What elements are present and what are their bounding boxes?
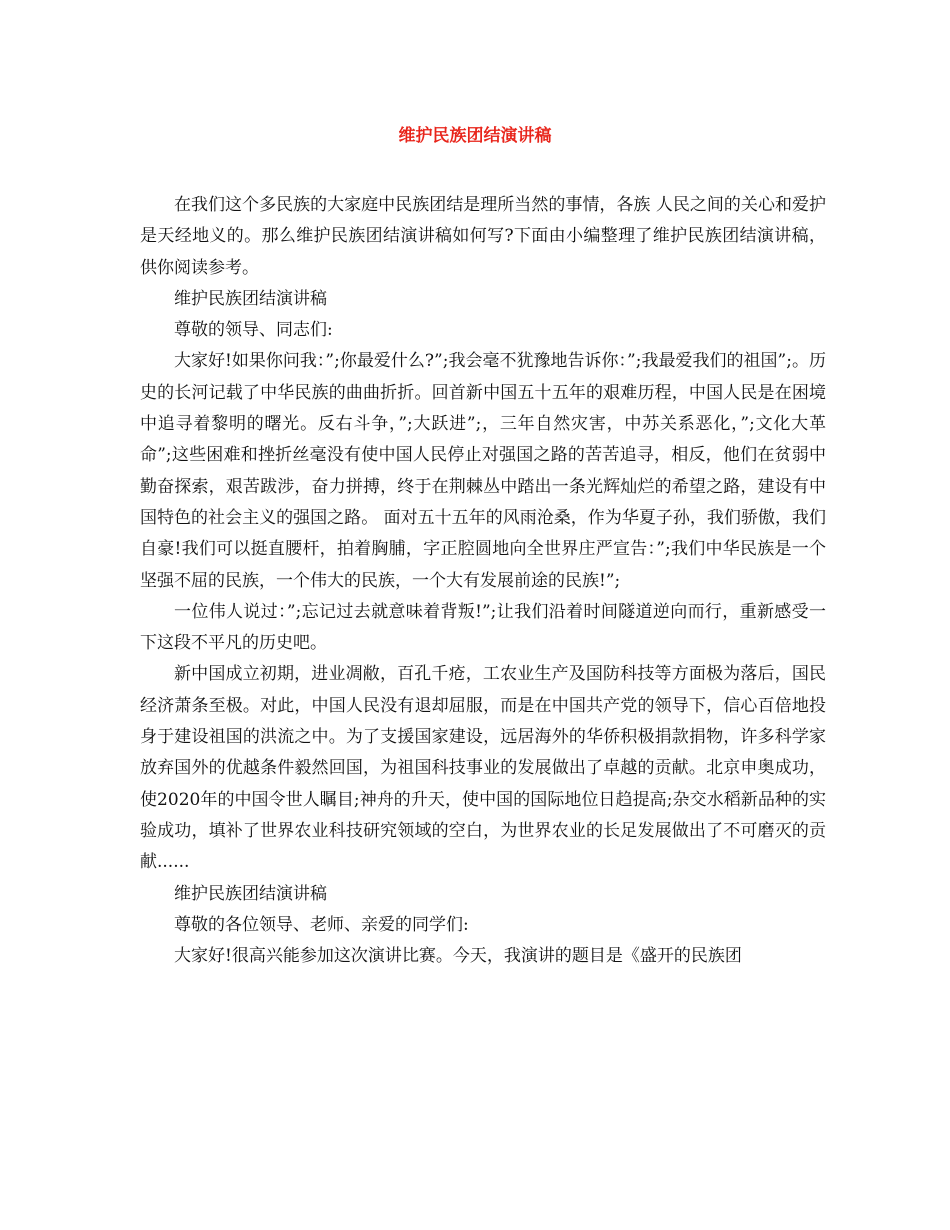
salutation: 尊敬的各位领导、老师、亲爱的同学们: (174, 914, 469, 935)
salutation: 尊敬的领导、同志们: (174, 320, 333, 341)
section-heading: 维护民族团结演讲稿 (174, 883, 327, 904)
intro-paragraph: 在我们这个多民族的大家庭中民族团结是理所当然的事情，各族 人民之间的关心和爱护是天经地义的。那么维护民族团结演讲稿如何写?下面由小编整理了维护民族团结演讲稿，供你阅读参考。 (140, 195, 826, 278)
body-paragraph: 大家好!如果你问我：”;你最爱什么?”;我会毫不犹豫地告诉你：”;我最爱我们的祖国”;。历史的长河记载了中华民族的曲曲折折。回首新中国五十五年的艰难历程，中国人民是在困境中追寻着黎明的曙光。反右斗争，”;大跃进”;，三年自然灾害，中苏关系恶化，”;文化大革命”;这些困难和挫折丝毫没有使中国人民停止对强国之路的苦苦追寻，相反，他们在贫弱中勤奋探索，艰苦跋涉，奋力拼搏，终于在荆棘丛中踏出一条光辉灿烂的希望之路，建设有中国特色的社会主义的强国之路。 面对五十五年的风雨沧桑，作为华夏子孙，我们骄傲，我们自豪!我们可以挺直腰杆，拍着胸脯，字正腔圆地向全世界庄严宣告：”;我们中华民族是一个坚强不屈的民族，一个伟大的民族，一个大有发展前途的民族!”; (140, 351, 826, 591)
document-title: 维护民族团结演讲稿 (398, 126, 552, 146)
body-paragraph: 大家好!很高兴能参加这次演讲比赛。今天，我演讲的题目是《盛开的民族团 (174, 946, 742, 967)
document-body (140, 190, 826, 972)
body-paragraph: 一位伟人说过：”;忘记过去就意味着背叛!”;让我们沿着时间隧道逆向而行，重新感受一下这段不平凡的历史吧。 (140, 601, 826, 654)
section-heading: 维护民族团结演讲稿 (174, 288, 327, 309)
body-paragraph: 新中国成立初期，进业凋敝，百孔千疮，工农业生产及国防科技等方面极为落后，国民经济萧条至极。对此，中国人民没有退却屈服，而是在中国共产党的领导下，信心百倍地投身于建设祖国的洪流之中。为了支援国家建设，远居海外的华侨积极捐款捐物，许多科学家放弃国外的优越条件毅然回国，为祖国科技事业的发展做出了卓越的贡献。北京申奥成功，使2020年的中国令世人瞩目;神舟的升天，使中国的国际地位日趋提高;杂交水稻新品种的实验成功，填补了世界农业科技研究领域的空白，为世界农业的长足发展做出了不可磨灭的贡献...... (140, 664, 826, 873)
